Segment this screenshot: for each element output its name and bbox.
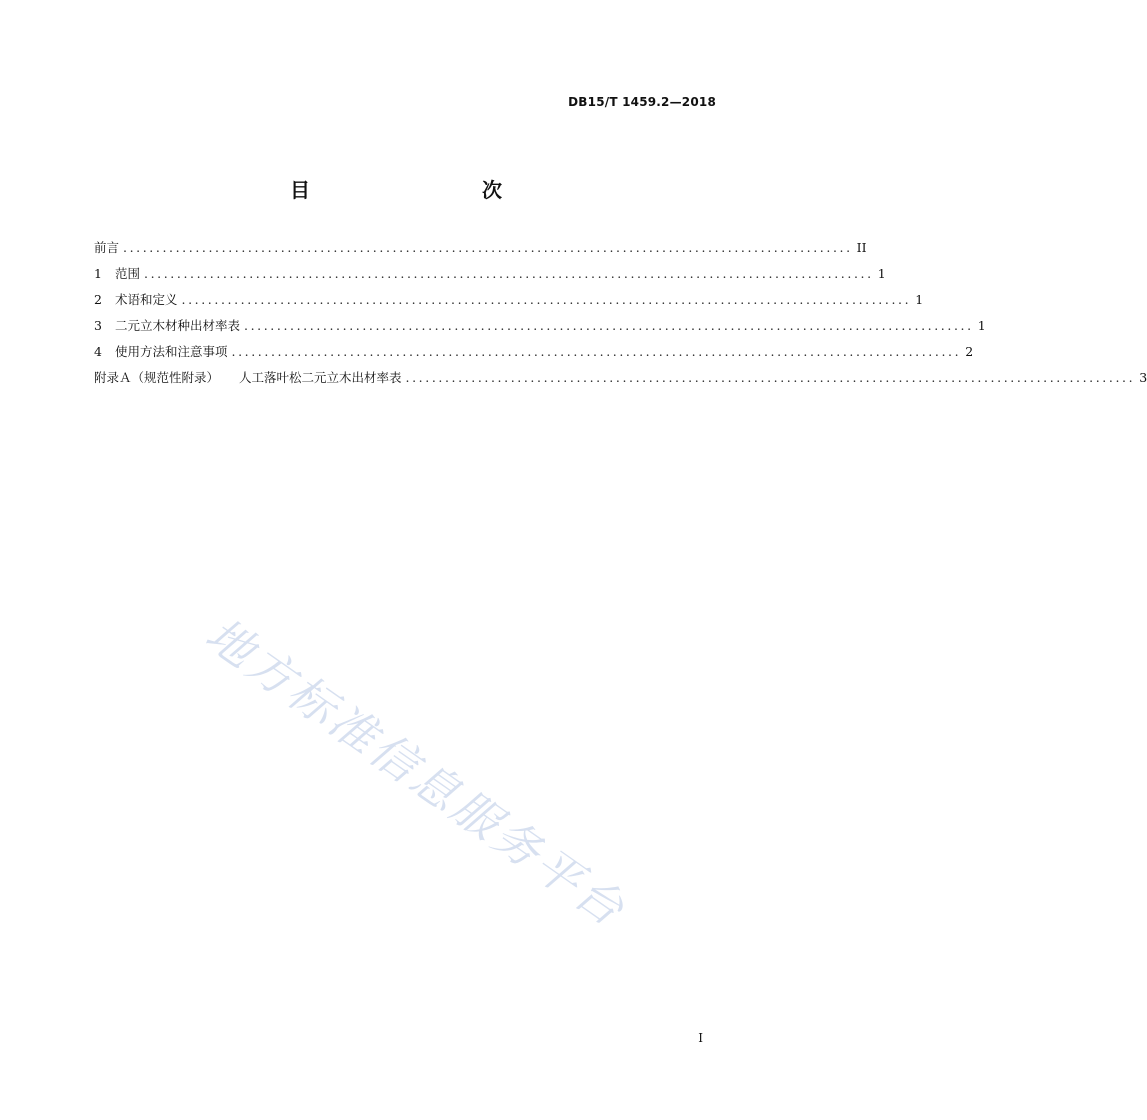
toc-entry-terms[interactable] xyxy=(94,290,924,316)
toc-title: 目 次 xyxy=(290,178,546,202)
toc-leader-dots: ............................................................................................................... xyxy=(405,370,1136,385)
toc-entry-label: 使用方法和注意事项 xyxy=(115,344,228,359)
toc-entry-page: 2 xyxy=(965,344,974,359)
toc-leader-dots: ............................................................................................................... xyxy=(181,292,912,307)
toc-entry-number: 2 xyxy=(94,292,102,307)
toc-entry-page: II xyxy=(856,240,867,255)
toc-entry-scope[interactable] xyxy=(94,264,886,290)
toc-entry-foreword[interactable] xyxy=(94,238,867,264)
toc-entry-page: 1 xyxy=(877,266,886,281)
toc-entry-usage[interactable] xyxy=(94,342,974,368)
toc-leader-dots: ............................................................................................................... xyxy=(244,318,974,333)
page-number: I xyxy=(698,1031,703,1045)
toc-entry-label: 二元立木材种出材率表 xyxy=(115,318,241,333)
document-code: DB15/T 1459.2—2018 xyxy=(568,95,716,109)
toc-entry-label: 术语和定义 xyxy=(115,292,178,307)
table-of-contents xyxy=(94,238,1147,394)
toc-entry-label: 附录Ａ（规范性附录） xyxy=(94,370,220,385)
toc-entry-page: 3 xyxy=(1139,370,1147,385)
toc-entry-page: 1 xyxy=(915,292,924,307)
toc-entry-subtitle: 人工落叶松二元立木出材率表 xyxy=(239,370,402,385)
toc-leader-dots: ............................................................................................................... xyxy=(144,266,874,281)
toc-entry-page: 1 xyxy=(977,318,986,333)
toc-entry-yield-table[interactable] xyxy=(94,316,986,342)
toc-leader-dots: ............................................................................................................... xyxy=(231,344,962,359)
toc-entry-label: 范围 xyxy=(115,266,141,281)
toc-entry-number: 3 xyxy=(94,318,102,333)
toc-entry-appendix-a[interactable] xyxy=(94,368,1147,394)
toc-leader-dots: ............................................................................................................... xyxy=(123,240,853,255)
toc-entry-number: 1 xyxy=(94,266,102,281)
watermark: 地方标准信息服务平台 xyxy=(196,606,637,938)
toc-entry-number: 4 xyxy=(94,344,102,359)
toc-entry-label: 前言 xyxy=(94,240,120,255)
